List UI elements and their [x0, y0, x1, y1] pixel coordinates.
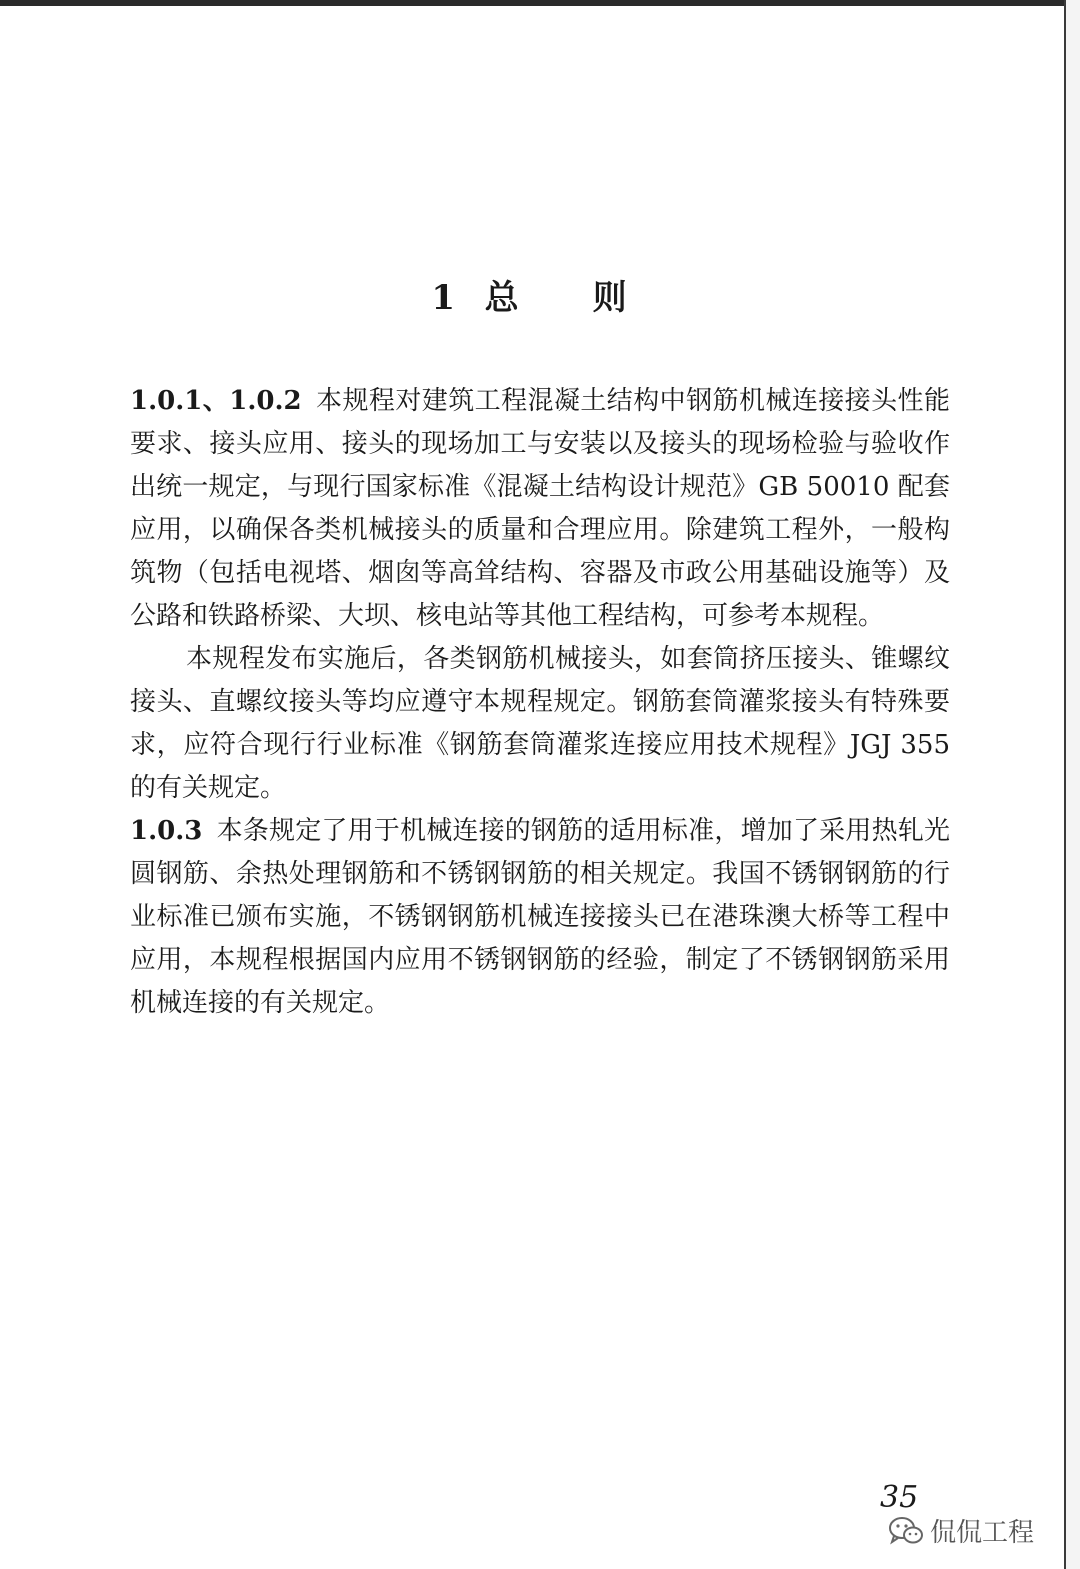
paragraph-text: 本规程对建筑工程混凝土结构中钢筋机械连接接头性能要求、接头应用、接头的现场加工与安装以及接头的现场检验与验收作出统一规定，与现行国家标准《混凝土结构设计规范》GB 50010 配套应用，以确保各类机械接头的质量和合理应用。除建筑工程外，一般构筑物（包括电视塔、烟囱等高耸结构、容器及市政公用基础设施等）及公路和铁路桥梁、大坝、核电站等其他工程结构，可参考本规程。: [130, 386, 950, 631]
watermark: [888, 1512, 1034, 1549]
body-text: [130, 380, 950, 1025]
wechat-icon: [888, 1516, 924, 1546]
paragraph-clause-1-0-1: [130, 380, 950, 638]
clause-number: 1.0.1、1.0.2: [130, 386, 302, 416]
chapter-title: [0, 270, 1060, 319]
clause-number: 1.0.3: [130, 816, 203, 846]
paragraph-text: 本规程发布实施后，各类钢筋机械接头，如套筒挤压接头、锥螺纹接头、直螺纹接头等均应遵守本规程规定。钢筋套筒灌浆接头有特殊要求，应符合现行行业标准《钢筋套筒灌浆连接应用技术规程》JGJ 355 的有关规定。: [130, 644, 950, 803]
page-number: 35: [880, 1480, 919, 1515]
paragraph-clause-1-0-3: [130, 810, 950, 1025]
scan-right-margin: [1066, 0, 1080, 1569]
paragraph-continuation: [130, 638, 950, 810]
scan-right-edge: [1064, 0, 1066, 1569]
chapter-number: 1: [431, 278, 457, 318]
paragraph-text: 本条规定了用于机械连接的钢筋的适用标准，增加了采用热轧光圆钢筋、余热处理钢筋和不锈钢钢筋的相关规定。我国不锈钢钢筋的行业标准已颁布实施，不锈钢钢筋机械连接接头已在港珠澳大桥等工程中应用，本规程根据国内应用不锈钢钢筋的经验，制定了不锈钢钢筋采用机械连接的有关规定。: [130, 816, 950, 1018]
scan-top-edge: [0, 0, 1080, 6]
watermark-text: 侃侃工程: [930, 1518, 1035, 1548]
chapter-name: 总 则: [484, 278, 629, 318]
